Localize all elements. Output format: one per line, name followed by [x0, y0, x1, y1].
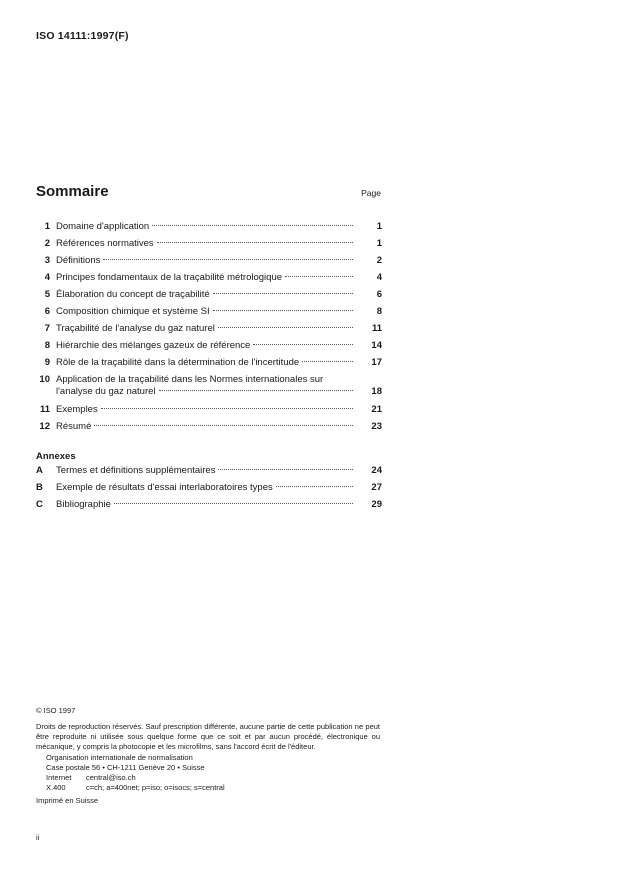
x400-label: X.400 [46, 783, 66, 792]
toc-page-column-label: Page [361, 188, 381, 198]
annexes-list [36, 462, 382, 513]
toc-entry-title [56, 289, 356, 301]
dot-leader [157, 242, 353, 243]
postal-address: Case postale 56 • CH-1211 Genève 20 • Suisse [46, 763, 205, 772]
toc-entry [36, 354, 382, 371]
toc-entry [36, 218, 382, 235]
table-of-contents [36, 218, 382, 435]
toc-entry-page: 29 [371, 499, 382, 510]
toc-entry-title [56, 272, 356, 284]
toc-entry-page: 17 [371, 357, 382, 368]
toc-entry-number: 6 [44, 306, 50, 317]
toc-entry-title [56, 374, 356, 398]
toc-entry-title-line: Exemple de résultats d'essai interlaboratoires types [56, 482, 273, 493]
toc-entry-title-line: Définitions [56, 255, 101, 266]
toc-entry-number: 2 [44, 238, 50, 249]
dot-leader [302, 361, 353, 362]
toc-entry-title-line: Composition chimique et système SI [56, 306, 210, 317]
dot-leader [159, 390, 353, 391]
dot-leader [253, 344, 353, 345]
toc-entry-number: 12 [39, 421, 50, 432]
toc-entry-title-line: Traçabilité de l'analyse du gaz naturel [56, 323, 215, 334]
toc-entry-number: 8 [44, 340, 50, 351]
toc-entry-number: 11 [39, 404, 50, 415]
toc-entry-title-line: Principes fondamentaux de la traçabilité métrologique [56, 272, 283, 283]
toc-entry-title-line: Résumé [56, 421, 92, 432]
toc-entry-page: 8 [376, 306, 382, 317]
toc-entry [36, 320, 382, 337]
toc-entry-title [56, 357, 356, 369]
dot-leader [213, 310, 353, 311]
toc-entry-title-line: Application de la traçabilité dans les Normes internationales sur [56, 374, 324, 385]
page-number: ii [36, 833, 40, 842]
toc-entry [36, 418, 382, 435]
toc-entry-page: 6 [376, 289, 382, 300]
dot-leader [152, 225, 353, 226]
toc-entry-number: 10 [39, 374, 50, 385]
toc-entry [36, 462, 382, 479]
toc-entry-number: 1 [44, 221, 50, 232]
toc-entry-title-line: Élaboration du concept de traçabilité [56, 289, 210, 300]
toc-entry [36, 371, 382, 401]
toc-entry-title-line: l'analyse du gaz naturel [56, 386, 156, 397]
toc-entry [36, 496, 382, 513]
toc-title: Sommaire [36, 183, 109, 200]
internet-address: central@iso.ch [86, 773, 136, 782]
toc-entry [36, 235, 382, 252]
toc-entry-title [56, 255, 356, 267]
toc-entry-number: 5 [44, 289, 50, 300]
toc-entry-title [56, 421, 356, 433]
toc-entry-page: 21 [371, 404, 382, 415]
toc-entry [36, 401, 382, 418]
toc-entry-title [56, 404, 356, 416]
dot-leader [114, 503, 353, 504]
x400-address: c=ch; a=400net; p=iso; o=isocs; s=central [86, 783, 225, 792]
annexes-heading: Annexes [36, 451, 76, 462]
dot-leader [218, 327, 353, 328]
publisher-info [46, 753, 380, 793]
dot-leader [101, 408, 353, 409]
dot-leader [285, 276, 353, 277]
toc-entry-page: 4 [376, 272, 382, 283]
toc-entry-page: 11 [371, 323, 382, 334]
toc-entry-title-line: Rôle de la traçabilité dans la détermination de l'incertitude [56, 357, 300, 368]
toc-entry-page: 14 [371, 340, 382, 351]
toc-entry-title [56, 499, 356, 511]
toc-entry-title [56, 306, 356, 318]
toc-entry-title-line: Exemples [56, 404, 98, 415]
toc-entry-title [56, 323, 356, 335]
toc-entry-page: 27 [371, 482, 382, 493]
toc-entry-title [56, 238, 356, 250]
internet-row [46, 773, 380, 783]
toc-entry-number: A [36, 465, 43, 476]
toc-entry [36, 252, 382, 269]
toc-entry [36, 337, 382, 354]
toc-entry-page: 23 [371, 421, 382, 432]
document-id-header: ISO 14111:1997(F) [36, 30, 129, 42]
printed-in: Imprimé en Suisse [36, 796, 99, 805]
toc-entry [36, 303, 382, 320]
toc-entry [36, 269, 382, 286]
toc-entry-title [56, 221, 356, 233]
toc-entry-title-line: Termes et définitions supplémentaires [56, 465, 216, 476]
toc-entry-page: 24 [371, 465, 382, 476]
toc-entry-title-line: Bibliographie [56, 499, 111, 510]
toc-entry-title [56, 465, 356, 477]
toc-entry-title [56, 340, 356, 352]
copyright-line: © ISO 1997 [36, 706, 76, 715]
toc-entry-number: C [36, 499, 43, 510]
toc-entry-number: 3 [44, 255, 50, 266]
dot-leader [94, 425, 353, 426]
toc-entry-page: 2 [376, 255, 382, 266]
toc-entry-page: 1 [376, 238, 382, 249]
toc-entry-title-line: Références normatives [56, 238, 154, 249]
dot-leader [218, 469, 353, 470]
dot-leader [213, 293, 353, 294]
toc-entry-title-line: Domaine d'application [56, 221, 150, 232]
toc-entry [36, 286, 382, 303]
toc-entry-title-line: Hiérarchie des mélanges gazeux de référence [56, 340, 251, 351]
toc-entry-number: 4 [44, 272, 50, 283]
toc-entry-number: 7 [44, 323, 50, 334]
toc-entry-title [56, 482, 356, 494]
x400-row [46, 783, 380, 793]
organisation-name: Organisation internationale de normalisation [46, 753, 193, 762]
dot-leader [103, 259, 353, 260]
toc-entry-number: 9 [44, 357, 50, 368]
internet-label: Internet [46, 773, 72, 782]
toc-entry-page: 1 [376, 221, 382, 232]
dot-leader [276, 486, 353, 487]
copyright-block [36, 706, 380, 806]
toc-entry [36, 479, 382, 496]
toc-entry-number: B [36, 482, 43, 493]
toc-entry-page: 18 [371, 386, 382, 397]
rights-notice: Droits de reproduction réservés. Sauf prescription différente, aucune partie de cette publication ne peut être reproduite ni utilisée sous quelque forme que ce soit et par aucun procédé, électronique ou mécanique, y compris la photocopie et les microfilms, sans l'accord écrit de l'éditeur. [36, 722, 380, 751]
